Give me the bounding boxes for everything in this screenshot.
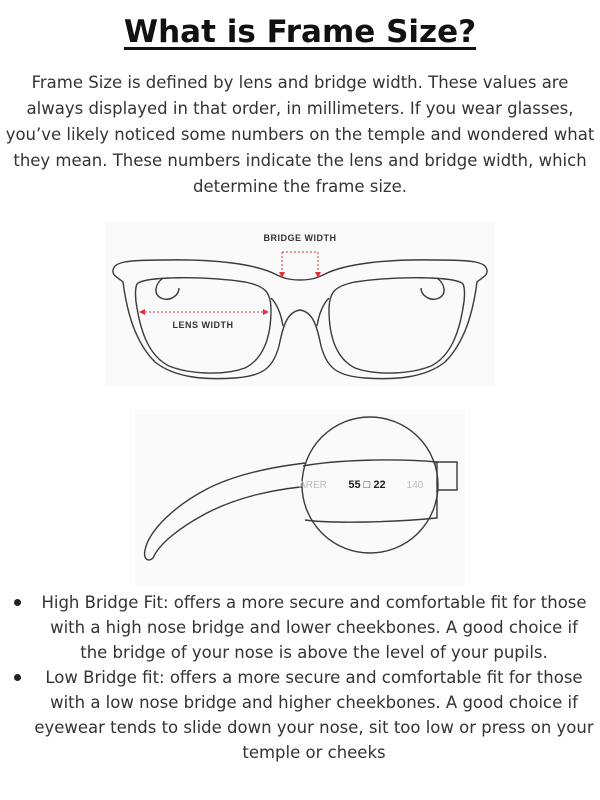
bullet-text: High Bridge Fit: offers a more secure and comfortable fit for those with a high nose bridge and lower cheekbones. A good choice if the bridge of your nose is above the level of your pupils. (41, 593, 587, 662)
temple-left-text: ARER (299, 480, 327, 491)
glasses-front-diagram (105, 222, 495, 387)
bullet-dot-icon (14, 599, 21, 606)
temple-side-diagram (135, 410, 465, 585)
temple-size-text: 55 □ 22 (348, 479, 386, 491)
fit-bullet-list (0, 590, 600, 765)
temple-right-text: 140 (406, 480, 424, 491)
bullet-high-bridge (0, 590, 600, 665)
bridge-width-label: BRIDGE WIDTH (263, 233, 337, 243)
page-title: What is Frame Size? (123, 14, 477, 50)
bullet-low-bridge (0, 665, 600, 765)
lens-width-label: LENS WIDTH (172, 320, 234, 330)
intro-paragraph: Frame Size is defined by lens and bridge width. These values are always displayed in that order, in millimeters. If you wear glasses, you’ve likely noticed some numbers on the temple and wondered what they mean. These numbers indicate the lens and bridge width, which determine the frame size. (5, 73, 595, 196)
bullet-text: Low Bridge fit: offers a more secure and comfortable fit for those with a low nose bridge and higher cheekbones. A good choice if eyewear tends to slide down your nose, sit too low or press on your temple or cheeks (34, 668, 594, 762)
bullet-dot-icon (14, 674, 21, 681)
